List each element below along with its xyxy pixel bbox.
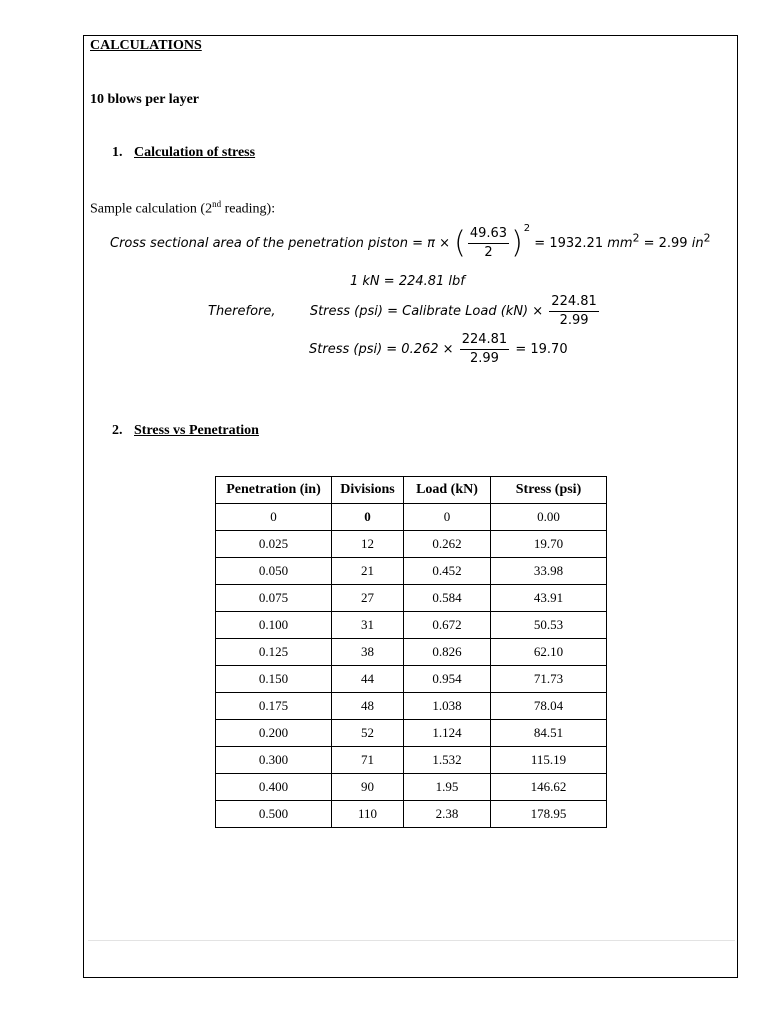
- eq4-lhs: Stress (psi) = 0.262 ×: [309, 342, 454, 357]
- cell-divisions: 38: [332, 639, 404, 666]
- eq1-denominator: 2: [484, 245, 493, 260]
- eq1-unit-a: mm: [607, 236, 633, 251]
- cell-divisions: 31: [332, 612, 404, 639]
- sample-text-before: Sample calculation (2: [90, 201, 213, 217]
- table-header-row: [216, 477, 607, 504]
- cell-penetration: 0.300: [216, 747, 332, 774]
- cell-penetration: 0.500: [216, 801, 332, 828]
- cell-load: 0.262: [404, 531, 491, 558]
- table-row: [216, 720, 607, 747]
- cell-load: 1.532: [404, 747, 491, 774]
- sample-text-superscript: nd: [212, 199, 222, 209]
- cell-load: 0.826: [404, 639, 491, 666]
- column-header-penetration: Penetration (in): [216, 477, 332, 504]
- cell-divisions: 27: [332, 585, 404, 612]
- cell-divisions: 0: [332, 504, 404, 531]
- equation-stress-sample: [309, 332, 568, 367]
- cell-penetration: 0.175: [216, 693, 332, 720]
- table-row: [216, 585, 607, 612]
- cell-divisions: 44: [332, 666, 404, 693]
- eq1-numerator: 49.63: [468, 226, 509, 244]
- eq1-left-paren: (: [454, 225, 466, 261]
- table-row: [216, 693, 607, 720]
- cell-penetration: 0.400: [216, 774, 332, 801]
- table-row: [216, 801, 607, 828]
- page-title: CALCULATIONS: [90, 38, 202, 53]
- cell-stress: 178.95: [491, 801, 607, 828]
- cell-divisions: 12: [332, 531, 404, 558]
- table-row: [216, 504, 607, 531]
- column-header-load: Load (kN): [404, 477, 491, 504]
- cell-stress: 115.19: [491, 747, 607, 774]
- eq1-fraction: [468, 226, 509, 261]
- cell-penetration: 0.100: [216, 612, 332, 639]
- equation-piston-area: [110, 223, 711, 261]
- cell-stress: 71.73: [491, 666, 607, 693]
- cell-load: 0.954: [404, 666, 491, 693]
- cell-load: 0.452: [404, 558, 491, 585]
- eq1-exponent: 2: [523, 223, 531, 234]
- cell-stress: 19.70: [491, 531, 607, 558]
- table-row: [216, 747, 607, 774]
- eq2-text: 1 kN = 224.81 lbf: [350, 274, 465, 289]
- cell-divisions: 52: [332, 720, 404, 747]
- cell-penetration: 0.075: [216, 585, 332, 612]
- section-2-heading: [112, 423, 259, 439]
- column-header-stress: Stress (psi): [491, 477, 607, 504]
- cell-stress: 50.53: [491, 612, 607, 639]
- eq4-fraction: [460, 332, 510, 367]
- table-row: [216, 558, 607, 585]
- table-row: [216, 531, 607, 558]
- cell-divisions: 48: [332, 693, 404, 720]
- stress-penetration-table: [215, 476, 607, 828]
- section-2-number: 2.: [112, 423, 123, 438]
- cell-load: 1.95: [404, 774, 491, 801]
- footer-divider: [88, 940, 735, 941]
- cell-divisions: 71: [332, 747, 404, 774]
- table-row: [216, 639, 607, 666]
- eq3-numerator: 224.81: [549, 294, 599, 312]
- eq1-right-paren: ): [511, 225, 523, 261]
- cell-divisions: 90: [332, 774, 404, 801]
- cell-penetration: 0: [216, 504, 332, 531]
- cell-penetration: 0.150: [216, 666, 332, 693]
- cell-divisions: 110: [332, 801, 404, 828]
- cell-stress: 78.04: [491, 693, 607, 720]
- cell-load: 0: [404, 504, 491, 531]
- cell-penetration: 0.050: [216, 558, 332, 585]
- eq3-fraction: [549, 294, 599, 329]
- eq1-unit-b: in: [691, 236, 704, 251]
- table-row: [216, 612, 607, 639]
- cell-load: 0.584: [404, 585, 491, 612]
- eq4-numerator: 224.81: [460, 332, 510, 350]
- cell-load: 1.038: [404, 693, 491, 720]
- sample-text-after: reading):: [221, 201, 276, 217]
- eq1-exp-a: 2: [632, 231, 640, 245]
- cell-load: 2.38: [404, 801, 491, 828]
- section-1-title: Calculation of stress: [134, 145, 256, 160]
- eq1-lhs: Cross sectional area of the penetration piston = π ×: [110, 236, 450, 251]
- sample-calculation-label: [90, 199, 275, 218]
- section-1-number: 1.: [112, 145, 123, 160]
- cell-stress: 43.91: [491, 585, 607, 612]
- cell-stress: 33.98: [491, 558, 607, 585]
- cell-load: 1.124: [404, 720, 491, 747]
- table-row: [216, 666, 607, 693]
- cell-stress: 146.62: [491, 774, 607, 801]
- cell-penetration: 0.125: [216, 639, 332, 666]
- cell-stress: 84.51: [491, 720, 607, 747]
- eq4-denominator: 2.99: [469, 351, 499, 366]
- cell-stress: 0.00: [491, 504, 607, 531]
- cell-divisions: 21: [332, 558, 404, 585]
- table-row: [216, 774, 607, 801]
- eq1-rhs-a: = 1932.21: [530, 236, 608, 251]
- section-2-title: Stress vs Penetration: [134, 423, 259, 438]
- subheading: 10 blows per layer: [90, 92, 200, 107]
- equation-stress-formula: [208, 294, 601, 329]
- eq4-rhs: = 19.70: [515, 342, 568, 357]
- cell-penetration: 0.025: [216, 531, 332, 558]
- page-frame: [83, 35, 738, 978]
- cell-load: 0.672: [404, 612, 491, 639]
- column-header-divisions: Divisions: [332, 477, 404, 504]
- eq3-denominator: 2.99: [559, 313, 589, 328]
- equation-kn-conversion: [350, 274, 465, 289]
- eq3-therefore: Therefore,: [208, 304, 276, 319]
- eq1-exp-b: 2: [703, 231, 711, 245]
- eq1-rhs-b: = 2.99: [639, 236, 692, 251]
- section-1-heading: [112, 145, 255, 161]
- cell-penetration: 0.200: [216, 720, 332, 747]
- eq3-lhs: Stress (psi) = Calibrate Load (kN) ×: [309, 304, 544, 319]
- cell-stress: 62.10: [491, 639, 607, 666]
